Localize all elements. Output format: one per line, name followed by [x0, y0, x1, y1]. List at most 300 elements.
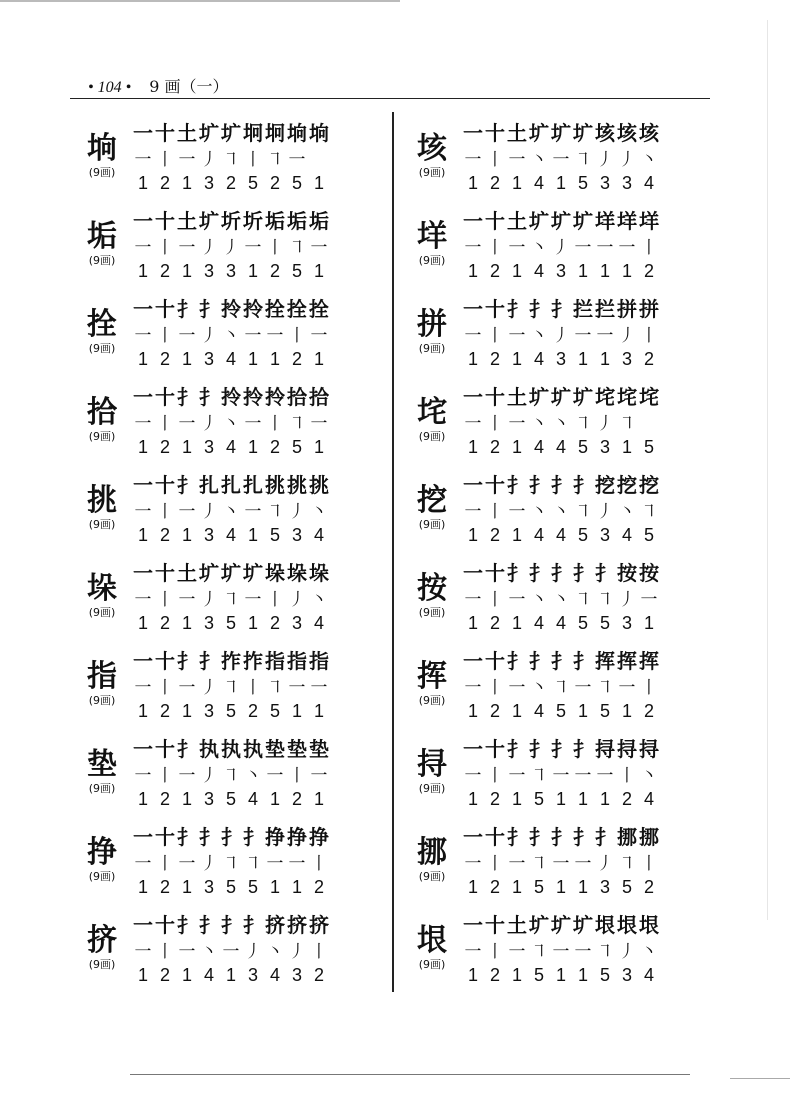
stroke-shape: 一	[508, 501, 526, 522]
stroke-code: 4	[643, 172, 654, 193]
stroke-code: 5	[599, 612, 610, 633]
progression-step: 十	[155, 384, 175, 409]
stroke-shape: 丿	[200, 237, 218, 258]
stroke-code-row	[132, 698, 382, 724]
progression-step: 垠	[595, 912, 615, 937]
stroke-code: 2	[489, 612, 500, 633]
progression-step: 拎	[243, 384, 263, 409]
stroke-shape: ㇕	[266, 149, 284, 170]
character-entry	[400, 288, 710, 376]
progression-step: 一	[463, 384, 483, 409]
stroke-progression-row	[132, 294, 382, 320]
progression-step: 扎	[221, 472, 241, 497]
character-entry	[400, 112, 710, 200]
stroke-count-label: (9画)	[418, 782, 446, 795]
character-entry	[400, 728, 710, 816]
stroke-shape: 丨	[486, 853, 504, 874]
stroke-code: 2	[159, 700, 170, 721]
headword-character: 挥	[417, 659, 447, 694]
stroke-code: 4	[643, 788, 654, 809]
stroke-code: 1	[511, 260, 522, 281]
progression-step: 扌	[507, 472, 527, 497]
progression-step: 扌	[573, 472, 593, 497]
stroke-shape: ㇕	[288, 237, 306, 258]
stroke-code: 4	[225, 524, 236, 545]
progression-step: 挦	[617, 736, 637, 761]
progression-step: 土	[507, 120, 527, 145]
stroke-shape: 丶	[530, 325, 548, 346]
progression-step: 十	[155, 736, 175, 761]
progression-step: 扌	[177, 824, 197, 849]
stroke-order-rows	[132, 382, 382, 460]
stroke-shape: 丨	[486, 413, 504, 434]
stroke-code: 4	[643, 964, 654, 985]
progression-step: 垛	[287, 560, 307, 585]
stroke-code-row	[462, 962, 712, 988]
progression-step: 圹	[243, 560, 263, 585]
stroke-shape: 一	[464, 501, 482, 522]
stroke-shape: 一	[596, 765, 614, 786]
stroke-code-row	[132, 786, 382, 812]
progression-step: 挑	[265, 472, 285, 497]
progression-step: 扌	[551, 472, 571, 497]
character-entry	[70, 640, 380, 728]
character-block	[70, 660, 134, 708]
character-block	[70, 396, 134, 444]
progression-step: 扌	[177, 736, 197, 761]
headword-character: 挪	[417, 835, 447, 870]
stroke-shape: 丶	[310, 589, 328, 610]
stroke-code: 5	[225, 788, 236, 809]
stroke-code: 1	[577, 788, 588, 809]
progression-step: 圻	[243, 208, 263, 233]
progression-step: 十	[155, 208, 175, 233]
stroke-shape: 一	[134, 853, 152, 874]
stroke-shape: 一	[244, 237, 262, 258]
stroke-shape-row	[462, 936, 712, 962]
stroke-code: 4	[533, 524, 544, 545]
progression-step: 扌	[221, 912, 241, 937]
progression-step: 圹	[199, 208, 219, 233]
stroke-shape: 一	[508, 941, 526, 962]
stroke-shape: 一	[134, 501, 152, 522]
stroke-shape: 丿	[222, 237, 240, 258]
stroke-code: 2	[621, 788, 632, 809]
stroke-code: 1	[511, 788, 522, 809]
stroke-shape: 一	[288, 149, 306, 170]
stroke-code: 1	[181, 700, 192, 721]
stroke-code: 4	[621, 524, 632, 545]
progression-step: 垟	[595, 208, 615, 233]
stroke-shape: 丿	[618, 589, 636, 610]
progression-step: 圹	[551, 912, 571, 937]
progression-step: 圹	[529, 120, 549, 145]
progression-step: 扌	[529, 824, 549, 849]
progression-step: 执	[221, 736, 241, 761]
header-rule	[70, 98, 710, 99]
progression-step: 垫	[287, 736, 307, 761]
progression-step: 一	[133, 296, 153, 321]
stroke-code: 1	[511, 524, 522, 545]
stroke-shape: 丶	[530, 237, 548, 258]
stroke-shape: 丨	[486, 237, 504, 258]
stroke-code: 1	[467, 524, 478, 545]
stroke-order-rows	[132, 558, 382, 636]
stroke-shape: 丿	[288, 941, 306, 962]
stroke-shape: ㇕	[222, 677, 240, 698]
progression-step: 扌	[573, 560, 593, 585]
stroke-shape: 丨	[156, 677, 174, 698]
stroke-code-row	[132, 874, 382, 900]
stroke-shape: 一	[178, 149, 196, 170]
stroke-order-rows	[462, 822, 712, 900]
stroke-shape: 一	[178, 237, 196, 258]
stroke-code: 2	[489, 348, 500, 369]
stroke-count-label: (9画)	[418, 958, 446, 971]
progression-step: 扌	[529, 296, 549, 321]
stroke-code: 3	[203, 788, 214, 809]
stroke-shape: 丿	[200, 589, 218, 610]
progression-step: 按	[639, 560, 659, 585]
progression-step: 拴	[287, 296, 307, 321]
headword-character: 挖	[417, 483, 447, 518]
stroke-shape: 一	[134, 677, 152, 698]
stroke-code: 4	[555, 436, 566, 457]
progression-step: 一	[133, 560, 153, 585]
bottom-rule	[130, 1074, 690, 1075]
progression-step: 垛	[265, 560, 285, 585]
stroke-count-label: (9画)	[88, 958, 116, 971]
stroke-code: 4	[225, 436, 236, 457]
progression-step: 一	[133, 384, 153, 409]
stroke-code: 3	[621, 964, 632, 985]
progression-step: 扌	[551, 560, 571, 585]
stroke-count-label: (9画)	[88, 166, 116, 179]
progression-step: 圹	[573, 208, 593, 233]
headword-character: 垫	[87, 747, 117, 782]
stroke-shape: 丶	[552, 501, 570, 522]
stroke-code: 4	[533, 612, 544, 633]
stroke-shape: 丶	[200, 941, 218, 962]
stroke-code: 3	[203, 700, 214, 721]
stroke-shape: 丨	[640, 237, 658, 258]
progression-step: 挦	[595, 736, 615, 761]
stroke-code: 1	[467, 612, 478, 633]
stroke-shape: 丨	[310, 941, 328, 962]
progression-step: 扌	[507, 560, 527, 585]
progression-step: 拾	[309, 384, 329, 409]
stroke-shape: 丶	[266, 941, 284, 962]
progression-step: 十	[485, 648, 505, 673]
stroke-code: 1	[137, 612, 148, 633]
progression-step: 一	[463, 472, 483, 497]
stroke-count-label: (9画)	[418, 518, 446, 531]
stroke-code: 1	[467, 876, 478, 897]
stroke-shape: 丨	[156, 501, 174, 522]
stroke-code: 2	[643, 876, 654, 897]
headword-character: 拼	[417, 307, 447, 342]
stroke-shape: 一	[464, 237, 482, 258]
progression-step: 扌	[243, 824, 263, 849]
stroke-shape: ㇕	[596, 941, 614, 962]
stroke-shape: ㇕	[266, 677, 284, 698]
stroke-order-rows	[462, 910, 712, 988]
stroke-shape: 一	[508, 677, 526, 698]
stroke-code: 3	[291, 964, 302, 985]
stroke-code: 1	[181, 964, 192, 985]
stroke-shape: 一	[552, 853, 570, 874]
stroke-code-row	[132, 522, 382, 548]
stroke-progression-row	[132, 734, 382, 760]
stroke-progression-row	[132, 382, 382, 408]
stroke-code: 3	[203, 876, 214, 897]
stroke-shape: 一	[574, 237, 592, 258]
progression-step: 一	[463, 912, 483, 937]
stroke-code: 1	[511, 964, 522, 985]
stroke-shape: 丿	[596, 501, 614, 522]
character-block	[400, 308, 464, 356]
stroke-code: 2	[247, 700, 258, 721]
progression-step: 扌	[177, 296, 197, 321]
stroke-shape: 一	[244, 413, 262, 434]
character-block	[70, 220, 134, 268]
stroke-code: 1	[511, 876, 522, 897]
progression-step: 挥	[639, 648, 659, 673]
stroke-code: 5	[533, 876, 544, 897]
stroke-shape: ㇕	[244, 853, 262, 874]
progression-step: 土	[507, 208, 527, 233]
character-entry	[400, 904, 710, 992]
headword-character: 拾	[87, 395, 117, 430]
stroke-shape-row	[462, 848, 712, 874]
stroke-code: 2	[159, 964, 170, 985]
stroke-count-label: (9画)	[418, 606, 446, 619]
stroke-shape: 丨	[156, 853, 174, 874]
progression-step: 扌	[177, 472, 197, 497]
stroke-shape: 一	[640, 589, 658, 610]
stroke-shape: 一	[552, 765, 570, 786]
stroke-shape: 一	[508, 853, 526, 874]
progression-step: 垟	[639, 208, 659, 233]
stroke-order-rows	[462, 294, 712, 372]
stroke-shape-row	[132, 760, 382, 786]
stroke-code: 1	[511, 700, 522, 721]
character-entry	[400, 376, 710, 464]
progression-step: 十	[485, 208, 505, 233]
stroke-progression-row	[132, 206, 382, 232]
stroke-code: 1	[467, 260, 478, 281]
progression-step: 一	[463, 208, 483, 233]
stroke-code: 4	[555, 524, 566, 545]
headword-character: 垟	[417, 219, 447, 254]
stroke-shape: 丨	[310, 853, 328, 874]
stroke-code: 3	[203, 172, 214, 193]
stroke-code: 3	[599, 876, 610, 897]
stroke-code: 1	[137, 348, 148, 369]
scan-edge-mark	[767, 20, 768, 920]
stroke-order-rows	[132, 470, 382, 548]
stroke-shape-row	[132, 408, 382, 434]
stroke-code: 5	[247, 172, 258, 193]
progression-step: 拦	[595, 296, 615, 321]
stroke-shape: 丶	[640, 941, 658, 962]
stroke-shape: 一	[552, 149, 570, 170]
progression-step: 一	[133, 648, 153, 673]
stroke-shape: 丨	[266, 237, 284, 258]
stroke-shape: 一	[508, 765, 526, 786]
headword-character: 挣	[87, 835, 117, 870]
stroke-shape: 丨	[486, 149, 504, 170]
stroke-code: 1	[577, 348, 588, 369]
stroke-code: 2	[313, 876, 324, 897]
stroke-shape: ㇕	[618, 413, 636, 434]
stroke-shape: 丿	[200, 765, 218, 786]
progression-step: 圻	[221, 208, 241, 233]
progression-step: 十	[155, 824, 175, 849]
character-entry	[400, 552, 710, 640]
progression-step: 垟	[617, 208, 637, 233]
progression-step: 圹	[551, 384, 571, 409]
progression-step: 拎	[243, 296, 263, 321]
stroke-shape: 一	[574, 941, 592, 962]
progression-step: 垠	[639, 912, 659, 937]
stroke-shape: 一	[574, 677, 592, 698]
stroke-code: 3	[555, 260, 566, 281]
stroke-progression-row	[462, 910, 712, 936]
stroke-count-label: (9画)	[418, 870, 446, 883]
stroke-shape: 丶	[530, 589, 548, 610]
stroke-code: 2	[159, 172, 170, 193]
headword-character: 按	[417, 571, 447, 606]
stroke-code: 2	[159, 436, 170, 457]
stroke-shape: 丨	[244, 677, 262, 698]
stroke-code: 2	[643, 700, 654, 721]
stroke-shape: 一	[134, 941, 152, 962]
stroke-shape: 一	[310, 413, 328, 434]
stroke-shape-row	[132, 936, 382, 962]
stroke-code: 2	[489, 700, 500, 721]
headword-character: 拴	[87, 307, 117, 342]
stroke-shape: ㇕	[574, 149, 592, 170]
stroke-shape: 丨	[486, 325, 504, 346]
stroke-shape: 丿	[618, 941, 636, 962]
progression-step: 十	[155, 472, 175, 497]
stroke-shape: 丨	[156, 325, 174, 346]
stroke-shape: 丨	[288, 325, 306, 346]
headword-character: 垢	[87, 219, 117, 254]
stroke-code: 1	[225, 964, 236, 985]
stroke-code-row	[462, 258, 712, 284]
progression-step: 拎	[221, 296, 241, 321]
stroke-code: 2	[489, 436, 500, 457]
stroke-code: 3	[621, 612, 632, 633]
stroke-code: 5	[533, 788, 544, 809]
progression-step: 坰	[243, 120, 263, 145]
stroke-shape: ㇕	[266, 501, 284, 522]
stroke-shape: 一	[310, 765, 328, 786]
progression-step: 拼	[617, 296, 637, 321]
stroke-code: 2	[489, 260, 500, 281]
stroke-shape-row	[132, 584, 382, 610]
character-block	[400, 396, 464, 444]
stroke-code: 4	[225, 348, 236, 369]
stroke-code: 1	[313, 172, 324, 193]
stroke-code: 5	[225, 700, 236, 721]
progression-step: 扌	[507, 648, 527, 673]
progression-step: 圹	[221, 120, 241, 145]
character-block	[70, 924, 134, 972]
progression-step: 圹	[199, 120, 219, 145]
progression-step: 扎	[243, 472, 263, 497]
stroke-count-label: (9画)	[418, 254, 446, 267]
stroke-shape: ㇕	[618, 853, 636, 874]
progression-step: 垢	[287, 208, 307, 233]
stroke-count-label: (9画)	[88, 606, 116, 619]
progression-step: 一	[463, 120, 483, 145]
character-entry	[70, 288, 380, 376]
stroke-shape: 一	[222, 941, 240, 962]
stroke-shape: 丶	[552, 413, 570, 434]
stroke-code: 2	[269, 436, 280, 457]
stroke-shape: 一	[618, 677, 636, 698]
stroke-code: 3	[555, 348, 566, 369]
stroke-order-rows	[132, 910, 382, 988]
progression-step: 扌	[177, 912, 197, 937]
stroke-code-row	[132, 258, 382, 284]
stroke-progression-row	[132, 646, 382, 672]
progression-step: 拼	[639, 296, 659, 321]
stroke-code: 3	[291, 612, 302, 633]
stroke-code: 5	[291, 436, 302, 457]
stroke-code: 5	[577, 524, 588, 545]
character-entry	[70, 728, 380, 816]
character-entry	[400, 200, 710, 288]
stroke-shape: 丨	[486, 501, 504, 522]
progression-step: 一	[133, 824, 153, 849]
stroke-code: 1	[181, 788, 192, 809]
stroke-code: 5	[643, 524, 654, 545]
progression-step: 十	[485, 384, 505, 409]
stroke-code: 4	[533, 348, 544, 369]
stroke-shape: 一	[134, 237, 152, 258]
progression-step: 扌	[199, 296, 219, 321]
stroke-code: 2	[269, 172, 280, 193]
stroke-count-label: (9画)	[88, 782, 116, 795]
progression-step: 扌	[221, 824, 241, 849]
character-block	[70, 308, 134, 356]
stroke-code-row	[132, 346, 382, 372]
stroke-code: 4	[247, 788, 258, 809]
character-entry	[70, 464, 380, 552]
stroke-progression-row	[462, 206, 712, 232]
stroke-shape: 一	[178, 589, 196, 610]
stroke-shape: 丿	[618, 325, 636, 346]
stroke-shape: 丿	[596, 149, 614, 170]
progression-step: 垞	[617, 384, 637, 409]
stroke-shape: ㇕	[596, 677, 614, 698]
stroke-shape: 一	[508, 149, 526, 170]
stroke-shape: 一	[178, 765, 196, 786]
progression-step: 垓	[639, 120, 659, 145]
stroke-shape: ㇕	[552, 677, 570, 698]
stroke-code: 1	[511, 612, 522, 633]
stroke-code: 5	[533, 964, 544, 985]
character-block	[400, 220, 464, 268]
stroke-code: 1	[269, 348, 280, 369]
stroke-shape: 丿	[596, 413, 614, 434]
stroke-code: 3	[599, 172, 610, 193]
progression-step: 一	[463, 560, 483, 585]
